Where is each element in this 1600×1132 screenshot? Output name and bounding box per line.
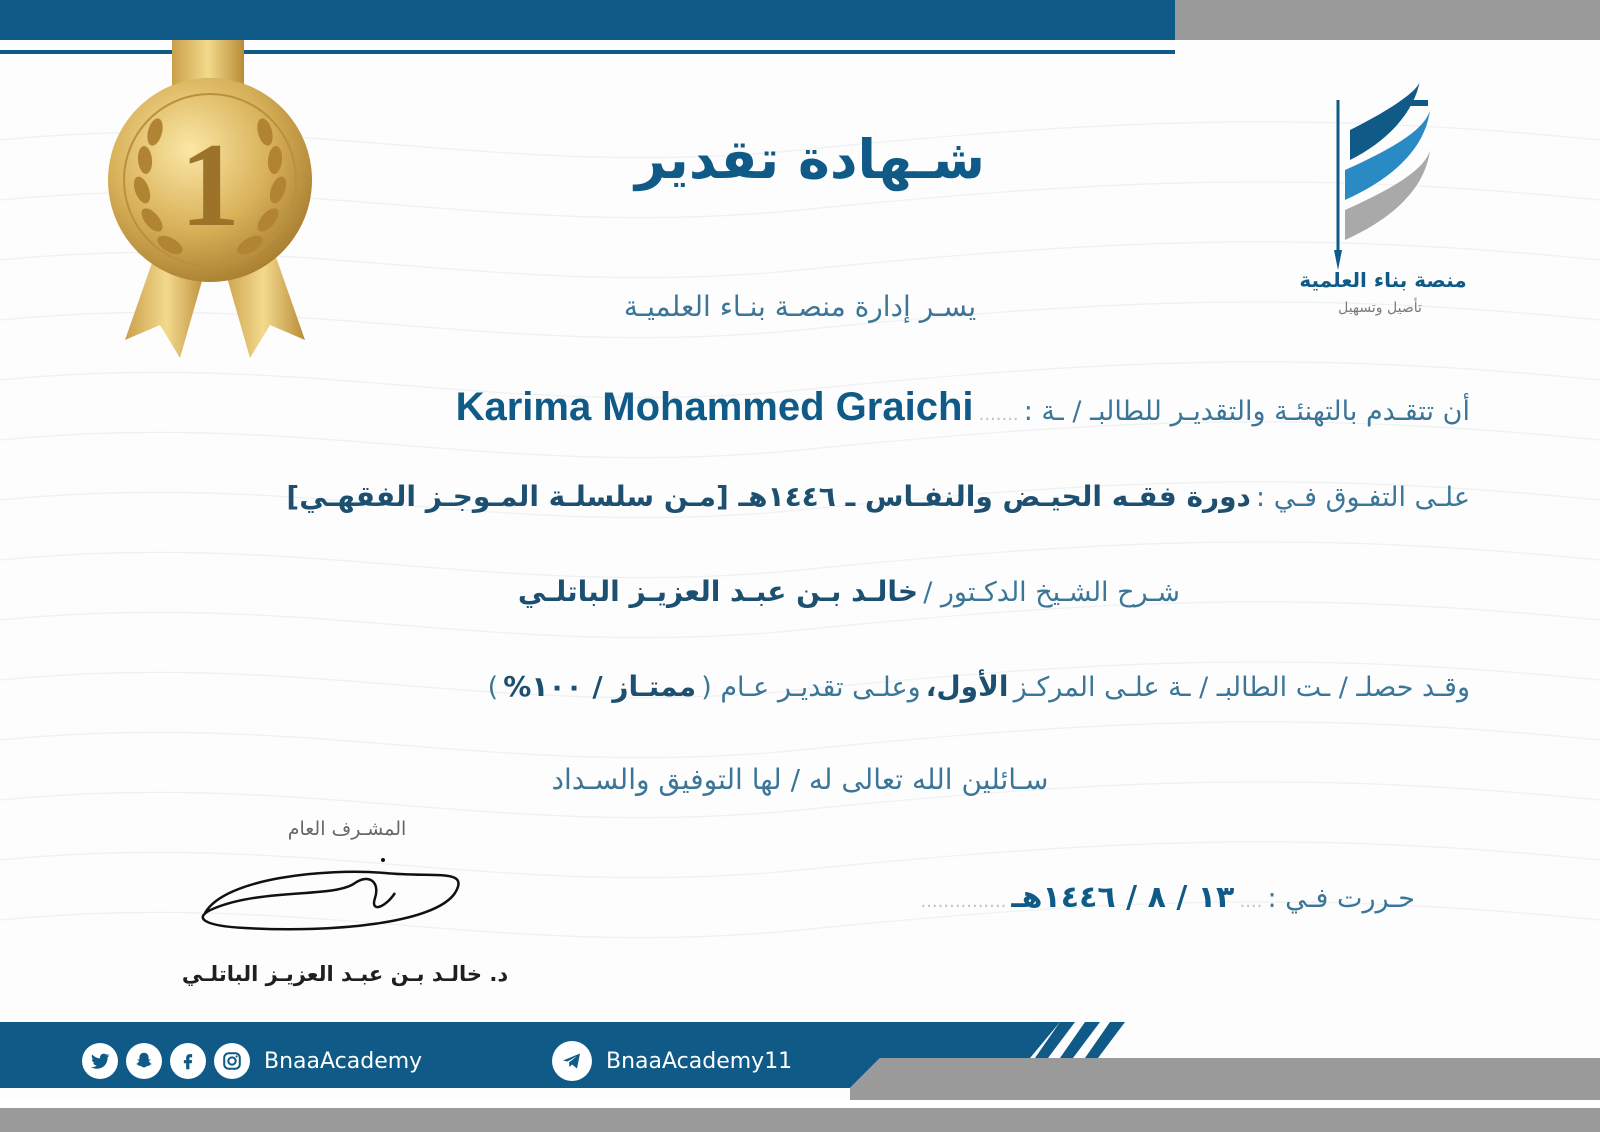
explained-label: شـرح الشـيخ الدكـتور / (923, 577, 1180, 608)
twitter-icon[interactable] (82, 1043, 118, 1079)
facebook-icon[interactable] (170, 1043, 206, 1079)
instagram-icon[interactable] (214, 1043, 250, 1079)
course-row (286, 480, 1470, 513)
medal-number: 1 (180, 118, 240, 251)
telegram-handle[interactable]: BnaaAcademy11 (606, 1048, 793, 1074)
top-bar-gray (1175, 0, 1600, 40)
date-dots-trailing: ............... (920, 891, 1007, 912)
intro-text: يسـر إدارة منصـة بنـاء العلميـة (623, 290, 977, 323)
social-links (82, 1041, 422, 1081)
grade-close: ) (487, 672, 499, 703)
grade-value: ممتـاز / ١٠٠% (503, 670, 697, 703)
date-value: ١٣ / ٨ / ١٤٤٦هـ (1011, 880, 1235, 915)
congrats-label: أن تتقـدم بالتهنئـة والتقديـر للطالبـ / ـة : (1023, 396, 1470, 427)
logo-name: منصة بناء العلمية (1299, 268, 1467, 292)
congrats-row (456, 385, 1470, 430)
sheikh-name: خالـد بـن عبـد العزيـز الباتلـي (517, 575, 919, 608)
result-row (488, 670, 1470, 703)
snapchat-icon[interactable] (126, 1043, 162, 1079)
logo-tagline: تأصيل وتسهيل (1338, 300, 1422, 316)
dotted-line: ....... (978, 404, 1019, 425)
date-row (920, 880, 1415, 915)
supervisor-name: د. خالـد بـن عبـد العزيـز الباتلـي (181, 962, 509, 986)
telegram-link (552, 1041, 792, 1081)
date-dots: .... (1239, 891, 1263, 912)
supervisor-label: المشـرف العام (287, 818, 407, 840)
student-name: Karima Mohammed Graichi (455, 385, 974, 429)
excellence-label: علـى التفـوق فـي : (1256, 482, 1470, 513)
grade-text: وعلـى تقديـر عـام ( (701, 672, 921, 703)
social-handle[interactable]: BnaaAcademy (264, 1048, 423, 1074)
telegram-icon[interactable] (552, 1041, 592, 1081)
sheikh-row (518, 575, 1180, 608)
date-label: حـررت فـي : (1267, 883, 1415, 914)
gold-medal-icon (100, 40, 330, 370)
closing-text: سـائلين الله تعالى له / لها التوفيق والسـداد (551, 763, 1049, 796)
certificate-title: شـهادة تقدير (634, 128, 986, 191)
top-bar-blue (0, 0, 1175, 40)
course-name: دورة فقـه الحيـض والنفـاس ـ ١٤٤٦هـ [مـن سلسلـة المـوجـز الفقهـي] (286, 480, 1251, 513)
rank-value: الأول، (925, 670, 1009, 703)
signature-icon (185, 838, 475, 958)
result-text: وقـد حصلـ / ـت الطالبـ / ـة علـى المركـز (1013, 672, 1470, 703)
